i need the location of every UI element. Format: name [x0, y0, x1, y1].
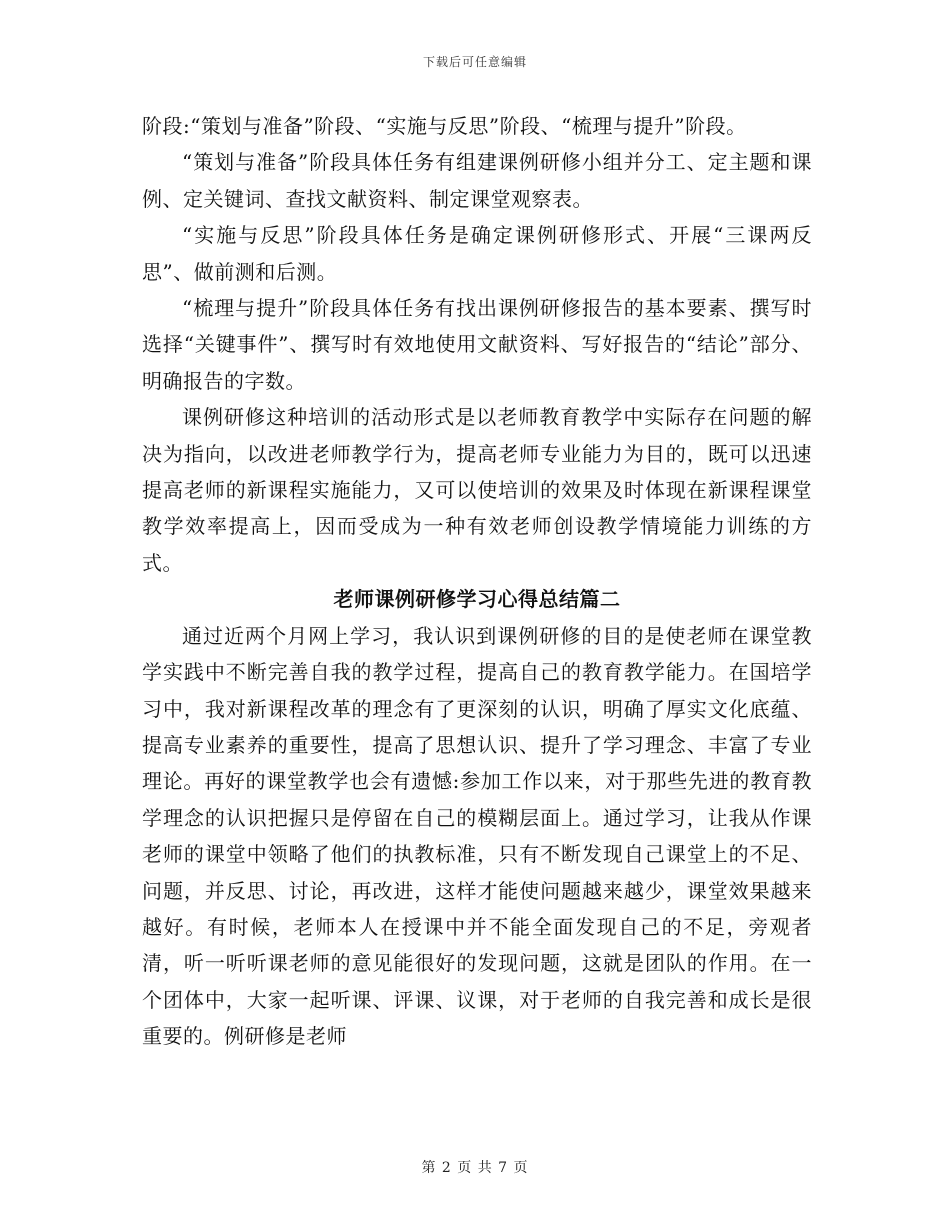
- paragraph-summary-stage: “梳理与提升”阶段具体任务有找出课例研修报告的基本要素、撰写时选择“关键事件”、撰写时有效地使用文献资料、写好报告的“结论”部分、明确报告的字数。: [142, 296, 812, 393]
- paragraph-section-two: 通过近两个月网上学习，我认识到课例研修的目的是使老师在课堂教学实践中不断完善自我的教学过程，提高自己的教育教学能力。在国培学习中，我对新课程改革的理念有了更深刻的认识，明确了厚实文化底蕴、提高专业素养的重要性，提高了思想认识、提升了学习理念、丰富了专业理论。再好的课堂教学也会有遗憾:参加工作以来，对于那些先进的教育教学理念的认识把握只是停留在自己的模糊层面上。通过学习，让我从作课老师的课堂中领略了他们的执教标准，只有不断发现自己课堂上的不足、问题，并反思、讨论，再改进，这样才能使问题越来越少，课堂效果越来越好。有时候，老师本人在授课中并不能全面发现自己的不足，旁观者清，听一听听课老师的意见能很好的发现问题，这就是团队的作用。在一个团体中，大家一起听课、评课、议课，对于老师的自我完善和成长是很重要的。例研修是老师: [142, 623, 812, 1049]
- paragraph-training-form: 课例研修这种培训的活动形式是以老师教育教学中实际存在问题的解决为指向，以改进老师教学行为，提高老师专业能力为目的，既可以迅速提高老师的新课程实施能力，又可以使培训的效果及时体现在新课程课堂教学效率提高上，因而受成为一种有效老师创设教学情境能力训练的方式。: [142, 405, 812, 575]
- paragraph-stages-continued: 阶段:“策划与准备”阶段、“实施与反思”阶段、“梳理与提升”阶段。: [142, 114, 747, 138]
- page-header: 下载后可任意编辑: [422, 55, 527, 69]
- paragraph-planning-stage: “策划与准备”阶段具体任务有组建课例研修小组并分工、定主题和课例、定关键词、查找文献资料、制定课堂观察表。: [142, 150, 812, 211]
- paragraph-implementation-stage: “实施与反思”阶段具体任务是确定课例研修形式、开展“三课两反思”、做前测和后测。: [142, 223, 812, 284]
- section-title: 老师课例研修学习心得总结篇二: [333, 587, 621, 612]
- page-footer: 第 2 页 共 7 页: [421, 1160, 529, 1176]
- document-body: [142, 108, 812, 1055]
